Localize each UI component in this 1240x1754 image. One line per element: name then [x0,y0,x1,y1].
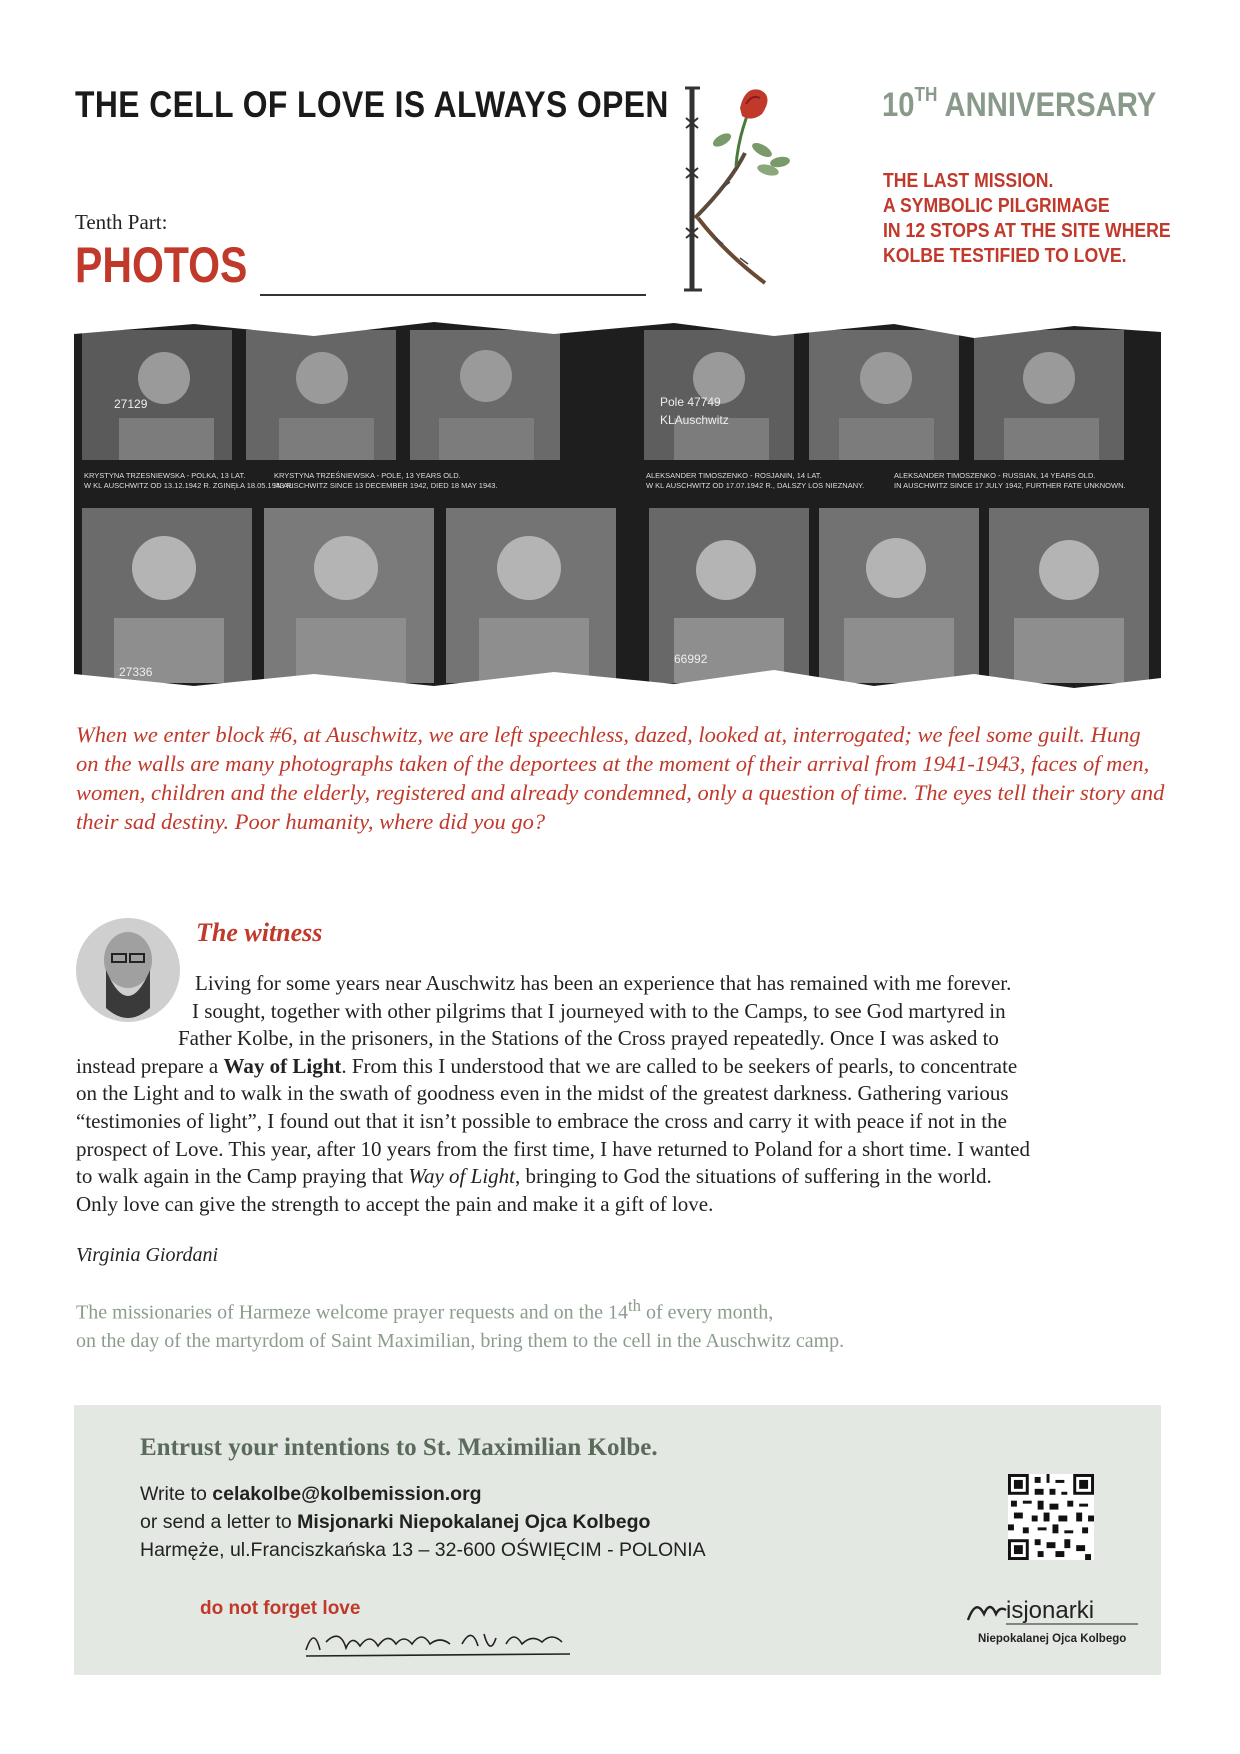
svg-text:KLAuschwitz: KLAuschwitz [660,413,729,427]
svg-text:27336: 27336 [119,665,153,679]
contact-email-link[interactable]: celakolbe@kolbemission.org [212,1483,482,1505]
svg-text:KRYSTYNA TRZEŚNIEWSKA - POLE,: KRYSTYNA TRZEŚNIEWSKA - POLE, 13 YEARS OLD. [274,471,461,480]
witness-testimony: Living for some years near Auschwitz has been an experience that has remained with me forever. I sought, together with other pilgrims that I journeyed with to the Camps, to see God martyred in Father Kolbe, in the prisoners, in the Stations of the Cross prayed repeatedly. Once I was asked to instead prepare a Way of Light. From this I understood that we are called to be seekers of pearls, to concentrate on the Light and to walk in the swath of goodness even in the midst of the greatest darkness. Gathering various “testimonies of light”, I found out that it isn’t possible to embrace the cross and carry it with peace if not in the prospect of Love. This year, after 10 years from the first time, I have returned to Poland for a short time. I wanted to walk again in the Camp praying that Way of Light, bringing to God the situations of suffering in the world. Only love can give the strength to accept the pain and make it a gift of love. [76,971,1030,1216]
title-underline [260,294,646,296]
svg-text:IN AUSCHWITZ SINCE 17 JULY 194: IN AUSCHWITZ SINCE 17 JULY 1942, FURTHER FATE UNKNOWN. [894,481,1126,490]
intro-paragraph: When we enter block #6, at Auschwitz, we are left speechless, dazed, looked at, interrogated; we feel some guilt. Hung on the walls are many photographs taken of the deportees at the moment of their arrival from 1941-1943, faces of men, women, children and the elderly, registered and already condemned, only a question of time. The eyes tell their story and their sad destiny. Poor humanity, where did you go? [76,722,1165,834]
contact-qr-code[interactable] [1008,1474,1094,1560]
prisoner-photos-image [74,318,1161,691]
anniversary-label: 10TH ANNIVERSARY [882,84,1157,124]
contact-email-line: Write to celakolbe@kolbemission.org [140,1483,482,1505]
page-header-title: THE CELL OF LOVE IS ALWAYS OPEN [75,84,669,125]
svg-text:27129: 27129 [114,397,148,411]
svg-text:W KL AUSCHWITZ OD 13.12.1942 R: W KL AUSCHWITZ OD 13.12.1942 R. ZGINĘŁA 18.05.1943 R. [84,481,294,490]
way-of-light-emphasis: Way of Light [223,1053,342,1078]
svg-text:Niepokalanej Ojca Kolbego: Niepokalanej Ojca Kolbego [978,1633,1127,1645]
missionaries-note: The missionaries of Harmeze welcome prayer requests and on the 14th of every month, on the day of the martyrdom of Saint Maximilian, bring them to the cell in the Auschwitz camp. [76,1296,845,1352]
svg-text:isjonarki: isjonarki [1006,1597,1095,1624]
svg-text:KRYSTYNA TRZESNIEWSKA - POLKA,: KRYSTYNA TRZESNIEWSKA - POLKA, 13 LAT. [84,471,246,480]
svg-text:ALEKSANDER TIMOSZENKO - RUSSIA: ALEKSANDER TIMOSZENKO - RUSSIAN, 14 YEARS OLD. [894,471,1096,480]
svg-text:66992: 66992 [674,652,708,666]
svg-text:W KL AUSCHWITZ OD 17.07.1942 R: W KL AUSCHWITZ OD 17.07.1942 R., DALSZY LOS NIEZNANY. [646,481,865,490]
part-label: Tenth Part: [75,210,168,234]
svg-text:Pole 47749: Pole 47749 [660,395,721,409]
svg-text:ALEKSANDER TIMOSZENKO - ROSJAN: ALEKSANDER TIMOSZENKO - ROSJANIN, 14 LAT. [646,471,822,480]
barbed-wire-k-rose-logo [640,78,850,303]
entrust-heading: Entrust your intentions to St. Maximilian Kolbe. [140,1434,658,1461]
witness-heading: The witness [196,918,323,947]
witness-author: Virginia Giordani [76,1244,219,1266]
part-title: PHOTOS [75,237,248,293]
do-not-forget-love: do not forget love [200,1598,361,1619]
svg-text:IN AUSCHWITZ SINCE 13 DECEMBER: IN AUSCHWITZ SINCE 13 DECEMBER 1942, DIED 18 MAY 1943. [274,481,498,490]
contact-letter-line: or send a letter to Misjonarki Niepokalanej Ojca Kolbego [140,1511,651,1533]
mission-tagline: THE LAST MISSION. A SYMBOLIC PILGRIMAGE IN 12 STOPS AT THE SITE WHERE KOLBE TESTIFIED TO LOVE. [883,169,1171,267]
contact-address: Harmęże, ul.Franciszkańska 13 – 32-600 OŚWIĘCIM - POLONIA [140,1539,706,1561]
kolbe-signature [300,1620,580,1662]
misjonarki-logo [960,1580,1160,1646]
